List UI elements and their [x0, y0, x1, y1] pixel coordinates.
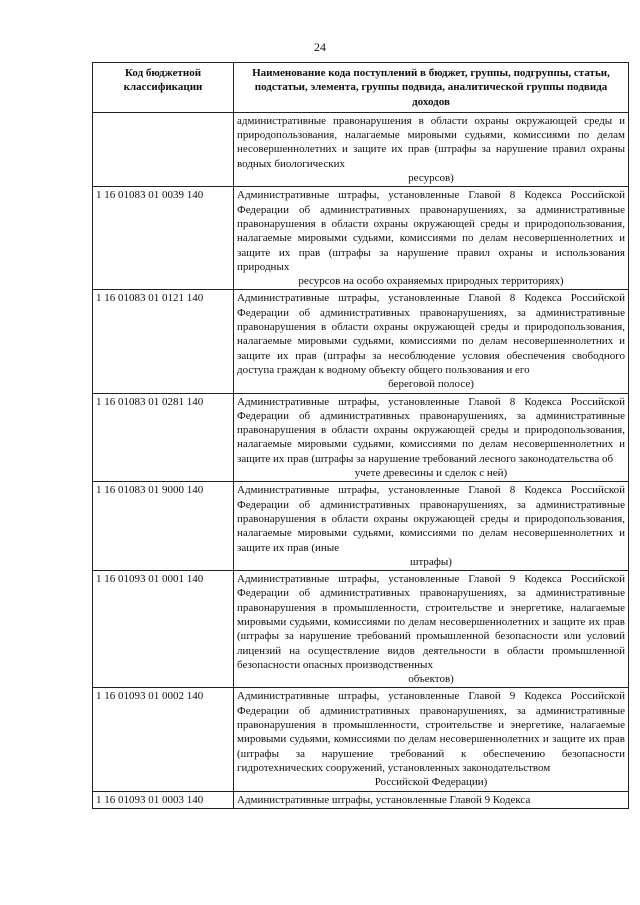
row-code: 1 16 01083 01 9000 140: [93, 482, 234, 571]
row-text: административные правонарушения в области охраны окружающей среды и природопользования, налагаемые мировыми судьями, комиссиями по делам несовершеннолетних и защите их прав (штрафы за нарушение правил охраны водных биологических: [237, 114, 625, 170]
row-description: [234, 393, 629, 482]
table-row: [93, 688, 629, 791]
row-description: [234, 791, 629, 808]
row-code: [93, 112, 234, 186]
row-description: [234, 112, 629, 186]
row-code: 1 16 01083 01 0039 140: [93, 187, 234, 290]
table-row: [93, 187, 629, 290]
row-code: 1 16 01083 01 0281 140: [93, 393, 234, 482]
table-header-row: [93, 63, 629, 113]
row-text: Административные штрафы, установленные Главой 8 Кодекса Российской Федерации об административных правонарушениях, за административные правонарушения в области охраны окружающей среды и природопользования, налагаемые мировыми судьями, комиссиями по делам несовершеннолетних и защите их прав (штрафы за нарушение требований лесного законодательства об: [237, 395, 625, 465]
row-text-tail: ресурсов): [408, 172, 454, 185]
row-text-tail: штрафы): [410, 555, 452, 568]
budget-classification-table: [92, 62, 629, 809]
row-code: 1 16 01093 01 0002 140: [93, 688, 234, 791]
table-row: [93, 393, 629, 482]
row-description: [234, 688, 629, 791]
row-text: Административные штрафы, установленные Главой 9 Кодекса Российской Федерации об административных правонарушениях, за административные правонарушения в промышленности, строительстве и энергетике, налагаемые мировыми судьями, комиссиями по делам несовершеннолетних и защите их прав (штрафы за нарушение требований к обеспечению безопасности гидротехнических сооружений, установленных законодательством: [237, 690, 625, 774]
table-row: [93, 290, 629, 393]
table-row: [93, 112, 629, 186]
row-text: Административные штрафы, установленные Главой 9 Кодекса: [237, 793, 531, 806]
row-text: Административные штрафы, установленные Главой 8 Кодекса Российской Федерации об административных правонарушениях, за административные правонарушения в области охраны окружающей среды и природопользования, налагаемые мировыми судьями, комиссиями по делам несовершеннолетних и защите их прав (штрафы за нарушение правил охраны и использования природных: [237, 189, 625, 273]
row-description: [234, 290, 629, 393]
row-text: Административные штрафы, установленные Главой 9 Кодекса Российской Федерации об административных правонарушениях, за административные правонарушения в промышленности, строительстве и энергетике, налагаемые мировыми судьями, комиссиями по делам несовершеннолетних и защите их прав (штрафы за нарушение требований промышленной безопасности или условий лицензий на осуществление видов деятельности в области промышленной безопасности опасных производственных: [237, 573, 625, 671]
row-description: [234, 482, 629, 571]
row-text-tail: объектов): [408, 673, 454, 686]
row-text-tail: учете древесины и сделок с ней): [354, 467, 508, 480]
row-description: [234, 571, 629, 688]
table-row: [93, 791, 629, 808]
row-code: 1 16 01083 01 0121 140: [93, 290, 234, 393]
row-text-tail: Российской Федерации): [374, 776, 488, 789]
row-text-tail: береговой полосе): [388, 378, 474, 391]
header-code: Код бюджетной классификации: [93, 63, 234, 113]
row-code: 1 16 01093 01 0001 140: [93, 571, 234, 688]
row-text: Административные штрафы, установленные Главой 8 Кодекса Российской Федерации об административных правонарушениях, за административные правонарушения в области охраны окружающей среды и природопользования, налагаемые мировыми судьями, комиссиями по делам несовершеннолетних и защите их прав (иные: [237, 484, 625, 554]
header-name: Наименование кода поступлений в бюджет, группы, подгруппы, статьи, подстатьи, элемента, группы подвида, аналитической группы подвида доходов: [234, 63, 629, 113]
table-row: [93, 571, 629, 688]
table-row: [93, 482, 629, 571]
row-code: 1 16 01093 01 0003 140: [93, 791, 234, 808]
page-number: 24: [314, 40, 326, 54]
row-description: [234, 187, 629, 290]
row-text-tail: ресурсов на особо охраняемых природных территориях): [298, 275, 564, 288]
row-text: Административные штрафы, установленные Главой 8 Кодекса Российской Федерации об административных правонарушениях, за административные правонарушения в области охраны окружающей среды и природопользования, налагаемые мировыми судьями, комиссиями по делам несовершеннолетних и защите их прав (штрафы за несоблюдение условия обеспечения свободного доступа граждан к водному объекту общего пользования и его: [237, 292, 625, 376]
